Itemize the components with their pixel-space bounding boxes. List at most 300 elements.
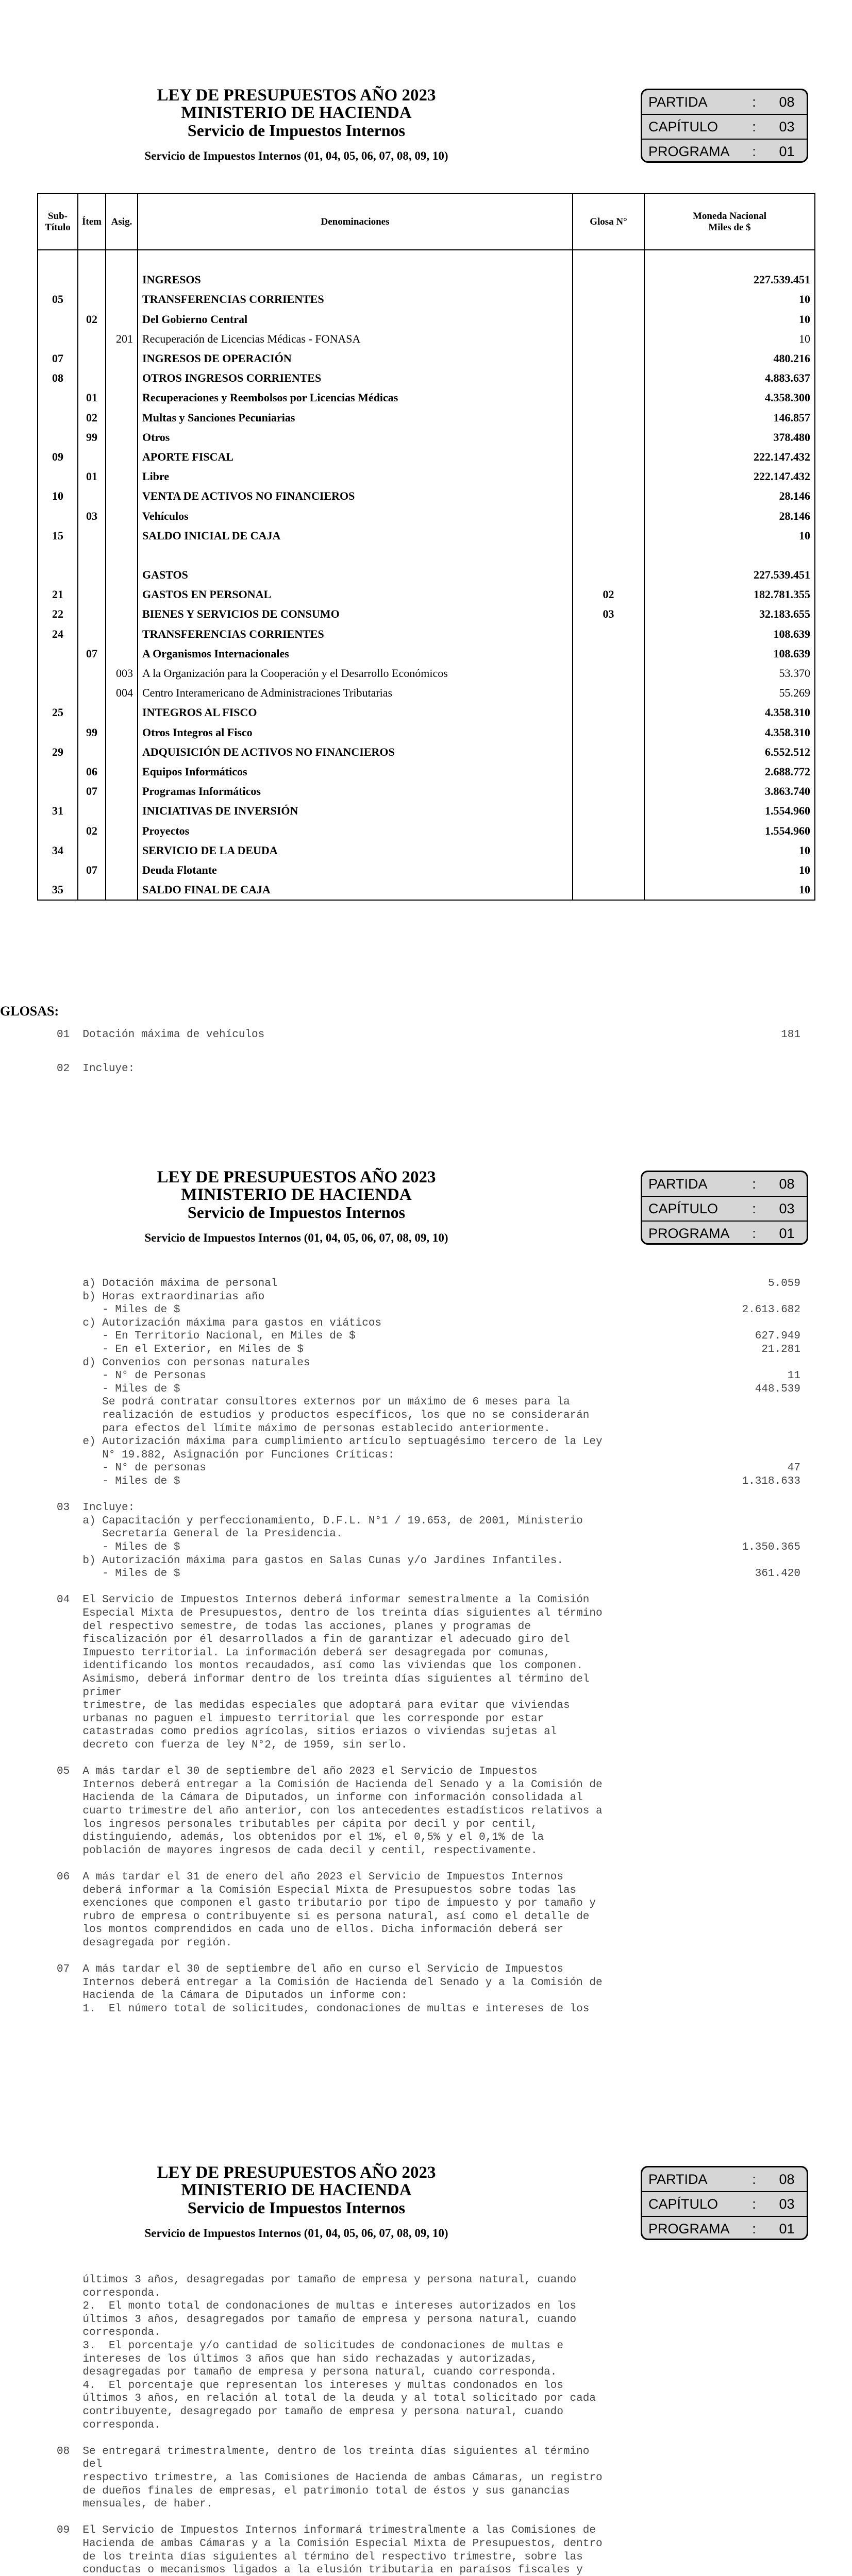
glosa-line: los ingresos personales tributables per cápita por decil y por centil, (57, 1818, 538, 1831)
glosa-line: rubro de empresa o contribuyente si es persona natural, así como el detalle de (57, 1910, 590, 1923)
cell-item: 07 (78, 644, 106, 664)
partida-label: CAPÍTULO (648, 1200, 719, 1216)
cell-denominacion: A la Organización para la Cooperación y el Desarrollo Económicos (138, 664, 573, 683)
cell-item (78, 290, 106, 309)
partida-sep: : (752, 118, 756, 134)
cell-denominacion: Otros Integros al Fisco (138, 723, 573, 742)
cell-glosa (573, 683, 644, 703)
cell-item: 07 (78, 860, 106, 880)
cell-subtitulo (38, 270, 78, 290)
cell-subtitulo (38, 546, 78, 565)
cell-asig (106, 841, 138, 860)
table-row (38, 368, 815, 388)
glosa-line: a) Dotación máxima de personal (57, 1278, 278, 1290)
cell-asig (106, 546, 138, 565)
cell-item: 01 (78, 467, 106, 486)
table-row (38, 290, 815, 309)
cell-item (78, 742, 106, 762)
cell-denominacion: INICIATIVAS DE INVERSIÓN (138, 801, 573, 821)
partida-label: PROGRAMA (648, 2221, 730, 2236)
glosa-line: corresponda. (57, 2419, 161, 2431)
cell-subtitulo: 21 (38, 585, 78, 604)
table-row (38, 683, 815, 703)
cell-glosa (573, 664, 644, 683)
glosa-line: Internos deberá entregar a la Comisión de Hacienda del Senado y a la Comisión de (57, 1976, 603, 1989)
cell-denominacion: APORTE FISCAL (138, 447, 573, 467)
cell-subtitulo: 31 (38, 801, 78, 821)
page-header (103, 2164, 490, 2241)
cell-glosa (573, 467, 644, 486)
partida-label: PARTIDA (648, 94, 708, 110)
cell-asig (106, 604, 138, 624)
cell-glosa (573, 506, 644, 526)
cell-item (78, 703, 106, 722)
glosa-line: a) Capacitación y perfeccionamiento, D.F.L. N°1 / 19.653, de 2001, Ministerio (57, 1515, 583, 1527)
glosa-line: - Miles de $ (57, 1383, 180, 1395)
partida-row (642, 115, 807, 140)
col-denominaciones: Denominaciones (138, 194, 573, 250)
glosa-line: N° 19.882, Asignación por Funciones Críticas: (57, 1449, 395, 1461)
glosa-value: 1.318.633 (742, 1476, 800, 1487)
cell-asig (106, 506, 138, 526)
cell-denominacion: Recuperación de Licencias Médicas - FONASA (138, 329, 573, 349)
ministry-title: MINISTERIO DE HACIENDA (181, 2181, 412, 2199)
cell-item (78, 565, 106, 585)
cell-asig (106, 349, 138, 368)
cell-monto: 10 (644, 880, 815, 900)
doc-title: LEY DE PRESUPUESTOS AÑO 2023 (157, 2163, 436, 2182)
cell-asig: 003 (106, 664, 138, 683)
partida-box (641, 2166, 808, 2240)
cell-subtitulo (38, 310, 78, 329)
service-subtitle: Servicio de Impuestos Internos (01, 04, 05, 06, 07, 08, 09, 10) (144, 149, 448, 162)
partida-label: PROGRAMA (648, 143, 730, 159)
partida-value: 08 (779, 1176, 795, 1192)
cell-item: 01 (78, 388, 106, 408)
table-row (38, 428, 815, 447)
partida-row (642, 2217, 807, 2240)
col-asig: Asig. (106, 194, 138, 250)
cell-glosa (573, 368, 644, 388)
cell-monto: 227.539.451 (644, 270, 815, 290)
table-row (38, 703, 815, 722)
cell-asig (106, 723, 138, 742)
cell-denominacion: INGRESOS (138, 270, 573, 290)
cell-subtitulo (38, 762, 78, 782)
cell-glosa: 02 (573, 585, 644, 604)
cell-glosa (573, 250, 644, 270)
cell-denominacion: Recuperaciones y Reembolsos por Licencias Médicas (138, 388, 573, 408)
cell-subtitulo: 35 (38, 880, 78, 900)
cell-subtitulo (38, 821, 78, 840)
cell-subtitulo: 22 (38, 604, 78, 624)
cell-subtitulo (38, 723, 78, 742)
table-row (38, 310, 815, 329)
partida-value: 03 (779, 118, 795, 134)
cell-item (78, 270, 106, 290)
cell-denominacion: INTEGROS AL FISCO (138, 703, 573, 722)
cell-subtitulo (38, 644, 78, 664)
cell-item (78, 604, 106, 624)
cell-denominacion: Libre (138, 467, 573, 486)
cell-subtitulo (38, 408, 78, 428)
budget-table (37, 193, 815, 901)
glosa-line: desagregada por región. (57, 1937, 232, 1949)
glosa-line: últimos 3 años, desagregadas por tamaño de empresa y persona natural, cuando (57, 2274, 577, 2286)
glosa-line: Internos deberá entregar a la Comisión de Hacienda del Senado y a la Comisión de (57, 1778, 603, 1791)
glosa-line: distinguiendo, además, los obtenidos por el 1%, el 0,5% y el 0,1% de la (57, 1832, 544, 1844)
cell-item (78, 664, 106, 683)
cell-subtitulo: 09 (38, 447, 78, 467)
glosa-value: 448.539 (755, 1383, 800, 1395)
cell-subtitulo: 05 (38, 290, 78, 309)
table-row (38, 644, 815, 664)
cell-asig (106, 388, 138, 408)
cell-item: 07 (78, 782, 106, 801)
cell-denominacion (138, 250, 573, 270)
cell-asig: 201 (106, 329, 138, 349)
glosa-line: conductas o mecanismos ligados a la elusión tributaria en paraísos fiscales y (57, 2564, 583, 2576)
partida-value: 03 (779, 1200, 795, 1216)
table-row (38, 349, 815, 368)
cell-asig (106, 250, 138, 270)
col-item: Ítem (78, 194, 106, 250)
table-row (38, 250, 815, 270)
cell-item (78, 329, 106, 349)
table-row (38, 585, 815, 604)
cell-item (78, 526, 106, 546)
table-row (38, 270, 815, 290)
cell-denominacion: Otros (138, 428, 573, 447)
cell-glosa (573, 801, 644, 821)
page-header (103, 1168, 490, 1246)
cell-item (78, 683, 106, 703)
cell-monto: 10 (644, 329, 815, 349)
cell-glosa (573, 703, 644, 722)
cell-denominacion: Centro Interamericano de Administraciones Tributarias (138, 683, 573, 703)
glosa-line: fiscalización por él desarrollados a fin de garantizar el adecuado giro del (57, 1634, 570, 1646)
glosa-line: del respectivo semestre, de todas las acciones, planes y programas de (57, 1620, 531, 1633)
cell-asig (106, 624, 138, 644)
glosa-line: - En el Exterior, en Miles de $ (57, 1344, 304, 1355)
cell-asig (106, 368, 138, 388)
table-row (38, 801, 815, 821)
cell-item (78, 447, 106, 467)
table-row (38, 329, 815, 349)
table-row (38, 388, 815, 408)
cell-asig (106, 644, 138, 664)
glosa-line: intereses de los últimos 3 años que han sido rechazadas y autorizadas, (57, 2353, 538, 2365)
cell-subtitulo (38, 428, 78, 447)
cell-monto: 10 (644, 841, 815, 860)
partida-sep: : (752, 2221, 756, 2236)
cell-monto (644, 250, 815, 270)
cell-monto: 6.552.512 (644, 742, 815, 762)
table-row (38, 486, 815, 506)
glosa-line: realización de estudios y productos específicos, los que no se considerarán (57, 1410, 590, 1421)
cell-monto: 222.147.432 (644, 467, 815, 486)
partida-value: 03 (779, 2196, 795, 2212)
cell-glosa (573, 408, 644, 428)
cell-asig (106, 801, 138, 821)
cell-denominacion: TRANSFERENCIAS CORRIENTES (138, 290, 573, 309)
partida-label: PARTIDA (648, 1176, 708, 1192)
glosa-line: 3. El porcentaje y/o cantidad de solicitudes de condonaciones de multas e (57, 2340, 563, 2352)
glosa-line: del (57, 2459, 103, 2471)
glosa-line: 08 Se entregará trimestralmente, dentro de los treinta días siguientes al término (57, 2445, 590, 2458)
table-row (38, 408, 815, 428)
glosa-line: c) Autorización máxima para gastos en viáticos (57, 1317, 382, 1329)
cell-denominacion: A Organismos Internacionales (138, 644, 573, 664)
table-row (38, 506, 815, 526)
cell-denominacion (138, 546, 573, 565)
glosa-line: últimos 3 años, desagregados por tamaño de empresa y persona natural, cuando (57, 2313, 577, 2326)
partida-sep: : (752, 1225, 756, 1241)
cell-denominacion: ADQUISICIÓN DE ACTIVOS NO FINANCIEROS (138, 742, 573, 762)
glosa-line: - Miles de $ (57, 1304, 180, 1316)
page-3 (0, 2076, 852, 2576)
page-header (103, 87, 490, 164)
cell-item: 03 (78, 506, 106, 526)
cell-subtitulo (38, 467, 78, 486)
partida-value: 01 (779, 1225, 795, 1241)
cell-asig (106, 762, 138, 782)
cell-item (78, 349, 106, 368)
glosa-value: 2.613.682 (742, 1304, 800, 1316)
cell-glosa (573, 349, 644, 368)
partida-label: PARTIDA (648, 2171, 708, 2187)
cell-monto: 3.863.740 (644, 782, 815, 801)
glosa-line: exenciones que componen el gasto tributario por tipo de impuesto y por tamaño y (57, 1897, 596, 1910)
glosa-value: 21.281 (761, 1344, 800, 1355)
cell-asig (106, 408, 138, 428)
service-title: Servicio de Impuestos Internos (187, 1203, 406, 1222)
glosa-value: 181 (781, 1029, 800, 1041)
cell-glosa (573, 388, 644, 408)
table-row (38, 841, 815, 860)
cell-glosa (573, 860, 644, 880)
cell-subtitulo (38, 250, 78, 270)
cell-monto: 222.147.432 (644, 447, 815, 467)
cell-asig (106, 428, 138, 447)
glosa-line: Secretaría General de la Presidencia. (57, 1528, 343, 1540)
cell-subtitulo (38, 782, 78, 801)
glosa-line: 02 Incluye: (57, 1063, 135, 1075)
cell-asig (106, 486, 138, 506)
glosa-line: Hacienda de la Cámara de Diputados, un informe con información consolidada al (57, 1792, 583, 1804)
glosa-line: población de mayores ingresos de cada decil y centil, respectivamente. (57, 1844, 538, 1857)
cell-item: 02 (78, 310, 106, 329)
partida-label: PROGRAMA (648, 1225, 730, 1241)
table-row (38, 565, 815, 585)
table-row (38, 546, 815, 565)
partida-row (642, 1172, 807, 1197)
glosa-line: Hacienda de ambas Cámaras y a la Comisión Especial Mixta de Presupuestos, dentro (57, 2538, 603, 2550)
glosa-line: 1. El número total de solicitudes, condonaciones de multas e intereses de los (57, 2003, 590, 2015)
glosa-value: 1.350.365 (742, 1541, 800, 1553)
cell-subtitulo: 10 (38, 486, 78, 506)
doc-title: LEY DE PRESUPUESTOS AÑO 2023 (157, 1168, 436, 1187)
cell-glosa (573, 329, 644, 349)
cell-subtitulo: 07 (38, 349, 78, 368)
cell-subtitulo (38, 506, 78, 526)
partida-sep: : (752, 2171, 756, 2187)
page-2 (0, 1108, 852, 2061)
cell-glosa (573, 742, 644, 762)
ministry-title: MINISTERIO DE HACIENDA (181, 1185, 412, 1204)
glosa-line: - N° de personas (57, 1462, 206, 1475)
cell-denominacion: GASTOS (138, 565, 573, 585)
partida-box (641, 89, 808, 163)
cell-monto: 32.183.655 (644, 604, 815, 624)
glosa-line: los montos comprendidos en cada uno de ellos. Dicha información deberá ser (57, 1924, 563, 1936)
cell-monto: 378.480 (644, 428, 815, 447)
cell-monto: 4.358.310 (644, 723, 815, 742)
cell-asig (106, 742, 138, 762)
cell-item: 06 (78, 762, 106, 782)
glosa-value: 5.059 (767, 1278, 800, 1290)
glosa-line: últimos 3 años, en relación al total de la deuda y al total solicitado por cada (57, 2393, 596, 2405)
cell-subtitulo (38, 329, 78, 349)
partida-sep: : (752, 2196, 756, 2212)
cell-glosa (573, 624, 644, 644)
cell-glosa (573, 290, 644, 309)
cell-glosa (573, 447, 644, 467)
glosas-title: GLOSAS: (0, 1004, 59, 1019)
cell-item: 99 (78, 723, 106, 742)
glosa-line: - En Territorio Nacional, en Miles de $ (57, 1330, 356, 1343)
glosa-value: 627.949 (755, 1330, 800, 1343)
cell-subtitulo: 34 (38, 841, 78, 860)
table-row (38, 467, 815, 486)
cell-item (78, 546, 106, 565)
glosa-line: 4. El porcentaje que representan los intereses y multas condonados en los (57, 2379, 563, 2392)
cell-subtitulo (38, 860, 78, 880)
glosa-line: 05 A más tardar el 30 de septiembre del año 2023 el Servicio de Impuestos (57, 1766, 538, 1778)
cell-monto: 4.883.637 (644, 368, 815, 388)
table-row (38, 624, 815, 644)
cell-monto: 10 (644, 526, 815, 546)
cell-monto: 10 (644, 290, 815, 309)
cell-asig: 004 (106, 683, 138, 703)
glosa-line: Hacienda de la Cámara de Diputados un informe con: (57, 1990, 408, 2002)
cell-asig (106, 880, 138, 900)
cell-monto: 182.781.355 (644, 585, 815, 604)
cell-monto: 2.688.772 (644, 762, 815, 782)
glosa-line: Se podrá contratar consultores externos por un máximo de 6 meses para la (57, 1396, 570, 1409)
cell-monto: 55.269 (644, 683, 815, 703)
cell-denominacion: OTROS INGRESOS CORRIENTES (138, 368, 573, 388)
cell-asig (106, 565, 138, 585)
cell-subtitulo (38, 388, 78, 408)
glosa-line: - Miles de $ (57, 1541, 180, 1553)
glosa-line: cuarto trimestre del año anterior, con los antecedentes estadísticos relativos a (57, 1805, 603, 1817)
cell-glosa (573, 310, 644, 329)
glosa-line: catastradas como predios agrícolas, sitios eriazos o viviendas sujetas al (57, 1726, 557, 1738)
cell-item (78, 585, 106, 604)
table-row (38, 604, 815, 624)
doc-title: LEY DE PRESUPUESTOS AÑO 2023 (157, 86, 436, 105)
cell-glosa (573, 841, 644, 860)
cell-glosa (573, 880, 644, 900)
glosa-line: contribuyente, desagregado por tamaño de empresa y persona natural, cuando (57, 2406, 563, 2418)
col-monto: Moneda Nacional Miles de $ (644, 194, 815, 250)
glosa-line: Impuesto territorial. La información deberá ser desagregada por comunas, (57, 1647, 550, 1659)
cell-monto: 53.370 (644, 664, 815, 683)
glosa-value: 361.420 (755, 1568, 800, 1580)
table-row (38, 742, 815, 762)
cell-item (78, 624, 106, 644)
cell-monto: 1.554.960 (644, 821, 815, 840)
cell-subtitulo: 08 (38, 368, 78, 388)
cell-denominacion: Vehículos (138, 506, 573, 526)
glosa-line: trimestre, de las medidas especiales que adoptará para evitar que viviendas (57, 1700, 570, 1712)
service-subtitle: Servicio de Impuestos Internos (01, 04, 05, 06, 07, 08, 09, 10) (144, 2227, 448, 2240)
cell-denominacion: VENTA DE ACTIVOS NO FINANCIEROS (138, 486, 573, 506)
glosa-line: de dueños finales de empresas, el patrimonio total de éstos y sus ganancias (57, 2485, 570, 2497)
glosa-line: respectivo trimestre, a las Comisiones de Hacienda de ambas Cámaras, un registro (57, 2472, 603, 2484)
cell-subtitulo (38, 565, 78, 585)
cell-glosa (573, 644, 644, 664)
cell-asig (106, 467, 138, 486)
glosa-line: urbanas no paguen el impuesto territorial que les corresponde por estar (57, 1713, 544, 1725)
cell-denominacion: SALDO INICIAL DE CAJA (138, 526, 573, 546)
partida-sep: : (752, 1176, 756, 1192)
cell-denominacion: Del Gobierno Central (138, 310, 573, 329)
glosa-line: 01 Dotación máxima de vehículos (57, 1029, 265, 1041)
cell-denominacion: Programas Informáticos (138, 782, 573, 801)
glosa-line: primer (57, 1686, 122, 1699)
cell-asig (106, 703, 138, 722)
cell-monto: 227.539.451 (644, 565, 815, 585)
partida-label: CAPÍTULO (648, 118, 719, 134)
cell-monto: 4.358.300 (644, 388, 815, 408)
cell-monto: 1.554.960 (644, 801, 815, 821)
table-row (38, 860, 815, 880)
glosa-line: desagregadas por tamaño de empresa y persona natural, cuando corresponda. (57, 2366, 557, 2379)
cell-denominacion: Multas y Sanciones Pecuniarias (138, 408, 573, 428)
partida-row (642, 1222, 807, 1245)
cell-monto: 480.216 (644, 349, 815, 368)
glosa-line: corresponda. (57, 2327, 161, 2339)
glosa-line: 07 A más tardar el 30 de septiembre del año en curso el Servicio de Impuestos (57, 1963, 563, 1976)
cell-denominacion: TRANSFERENCIAS CORRIENTES (138, 624, 573, 644)
cell-denominacion: BIENES Y SERVICIOS DE CONSUMO (138, 604, 573, 624)
cell-denominacion: Equipos Informáticos (138, 762, 573, 782)
cell-item (78, 368, 106, 388)
cell-monto: 146.857 (644, 408, 815, 428)
glosa-line: para efectos del límite máximo de personas establecido anteriormente. (57, 1422, 550, 1435)
glosa-value: 11 (787, 1370, 800, 1382)
page-1 (0, 0, 852, 1075)
glosa-line: 06 A más tardar el 31 de enero del año 2023 el Servicio de Impuestos Internos (57, 1871, 563, 1883)
cell-monto: 108.639 (644, 624, 815, 644)
glosa-line: b) Horas extraordinarias año (57, 1291, 265, 1303)
glosa-value: 47 (787, 1462, 800, 1475)
cell-denominacion: INGRESOS DE OPERACIÓN (138, 349, 573, 368)
cell-asig (106, 270, 138, 290)
cell-denominacion: Deuda Flotante (138, 860, 573, 880)
cell-glosa (573, 723, 644, 742)
cell-glosa (573, 486, 644, 506)
cell-glosa (573, 762, 644, 782)
cell-asig (106, 447, 138, 467)
table-row (38, 880, 815, 900)
cell-asig (106, 585, 138, 604)
glosa-line: mensuales, de haber. (57, 2498, 213, 2511)
cell-monto: 28.146 (644, 486, 815, 506)
cell-item (78, 841, 106, 860)
